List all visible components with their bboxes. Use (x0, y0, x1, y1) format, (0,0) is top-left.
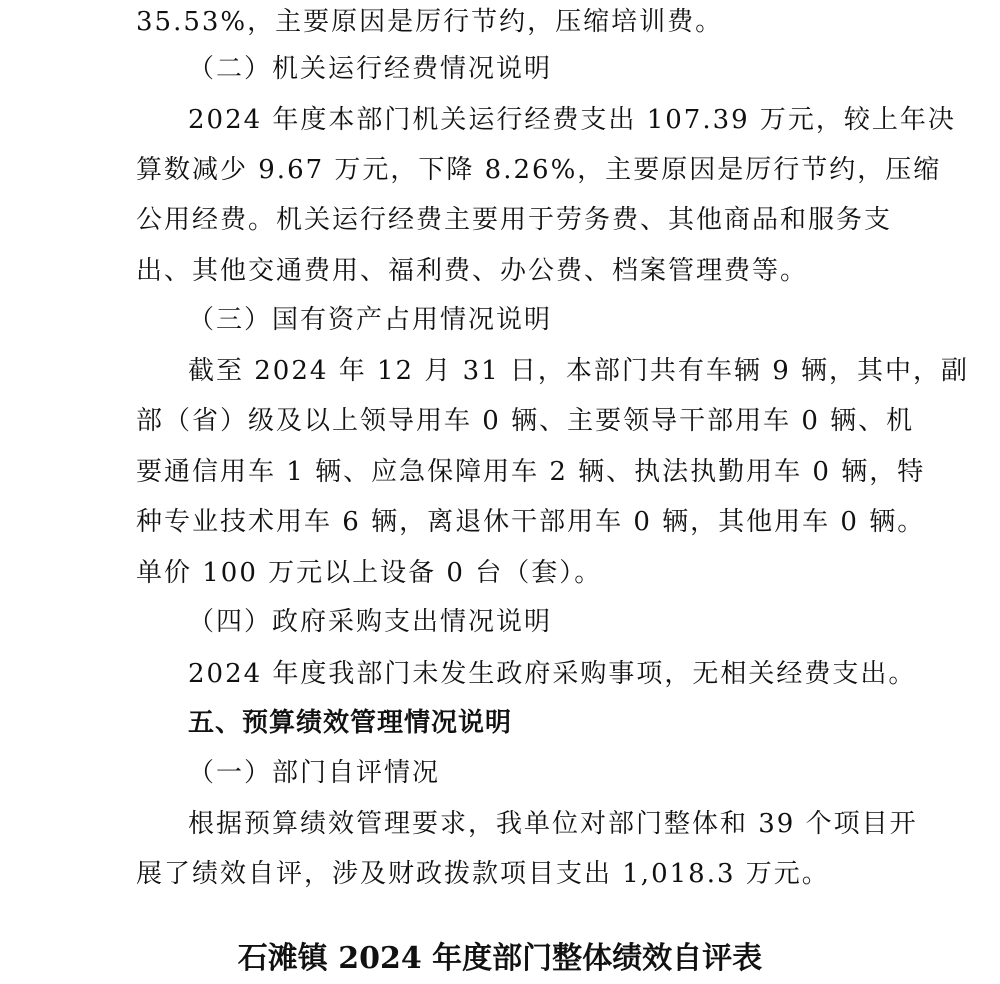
section-heading-state-assets: （三）国有资产占用情况说明 (188, 305, 553, 335)
body-text-line: 35.53%，主要原因是厉行节约，压缩培训费。 (136, 7, 724, 37)
section-heading-self-evaluation: （一）部门自评情况 (188, 758, 441, 788)
chapter-heading-performance: 五、预算绩效管理情况说明 (188, 708, 513, 738)
table-title: 石滩镇 2024 年度部门整体绩效自评表 (237, 941, 763, 976)
body-text-line: 2024 年度本部门机关运行经费支出 107.39 万元，较上年决 (188, 105, 956, 135)
section-heading-operating-expenses: （二）机关运行经费情况说明 (188, 54, 553, 84)
body-text-line: 种专业技术用车 6 辆，离退休干部用车 0 辆，其他用车 0 辆。 (136, 507, 926, 537)
body-text-line: 算数减少 9.67 万元，下降 8.26%，主要原因是厉行节约，压缩 (136, 155, 942, 185)
body-text-line: 截至 2024 年 12 月 31 日，本部门共有车辆 9 辆，其中，副 (188, 356, 969, 386)
body-text-line: 部（省）级及以上领导用车 0 辆、主要领导干部用车 0 辆、机 (136, 406, 915, 436)
body-text-line: 出、其他交通费用、福利费、办公费、档案管理费等。 (136, 256, 809, 286)
body-text-line: 根据预算绩效管理要求，我单位对部门整体和 39 个项目开 (188, 809, 918, 839)
body-text-line: 要通信用车 1 辆、应急保障用车 2 辆、执法执勤用车 0 辆，特 (136, 457, 926, 487)
body-text-line: 公用经费。机关运行经费主要用于劳务费、其他商品和服务支 (136, 205, 893, 235)
section-heading-procurement: （四）政府采购支出情况说明 (188, 607, 553, 637)
body-text-line: 展了绩效自评，涉及财政拨款项目支出 1,018.3 万元。 (136, 859, 830, 889)
body-text-line: 2024 年度我部门未发生政府采购事项，无相关经费支出。 (188, 659, 917, 689)
body-text-line: 单价 100 万元以上设备 0 台（套）。 (136, 558, 603, 588)
